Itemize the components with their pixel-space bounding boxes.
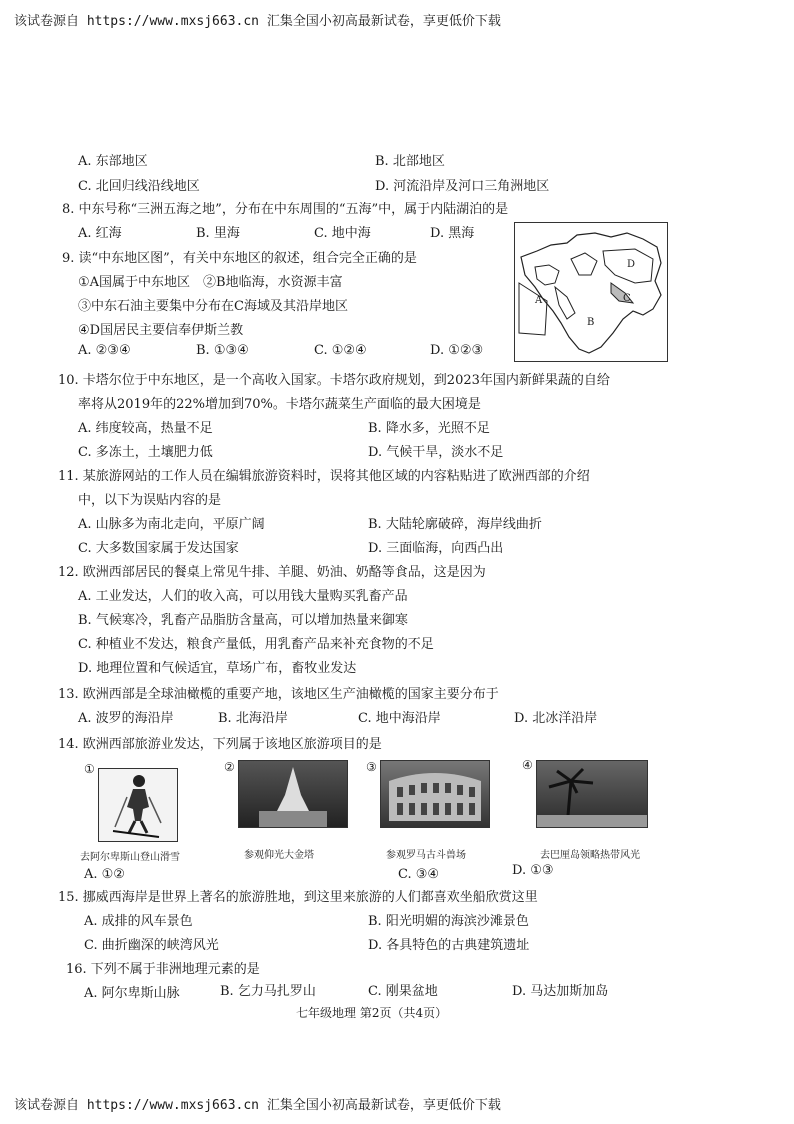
q10-stem-line-2: 率将从2019年的22%增加到70%。卡塔尔蔬菜生产面临的最大困境是 <box>78 397 481 412</box>
q16-stem: 16. 下列不属于非洲地理元素的是 <box>66 962 260 977</box>
q15-option-b: B. 阳光明媚的海滨沙滩景色 <box>368 914 529 929</box>
q10-option-d: D. 气候干旱，淡水不足 <box>368 445 504 460</box>
q8-option-c: C. 地中海 <box>314 226 371 241</box>
pagoda-drawing <box>239 761 347 827</box>
q11-stem-line-1: 11. 某旅游网站的工作人员在编辑旅游资料时，误将其他区域的内容粘贴进了欧洲西部的介绍 <box>58 469 590 484</box>
q16-option-d: D. 马达加斯加岛 <box>512 984 609 999</box>
q15-option-d: D. 各具特色的古典建筑遗址 <box>368 938 530 953</box>
q12-option-a: A. 工业发达，人们的收入高，可以用钱大量购买乳畜产品 <box>78 589 408 604</box>
q8-stem: 8. 中东号称“三洲五海之地”，分布在中东周围的“五海”中，属于内陆湖泊的是 <box>62 202 509 217</box>
middle-east-map-drawing <box>515 223 667 361</box>
q9-option-d: D. ①②③ <box>430 343 484 358</box>
q14-photo-3-number: ③ <box>366 760 377 774</box>
q9-option-c: C. ①②④ <box>314 343 367 358</box>
map-label-a: A <box>535 295 543 306</box>
q16-option-b: B. 乞力马扎罗山 <box>220 984 316 999</box>
map-label-b: B <box>587 317 595 328</box>
q13-stem: 13. 欧洲西部是全球油橄榄的重要产地，该地区生产油橄榄的国家主要分布于 <box>58 687 499 702</box>
q14-option-a: A. ①② <box>84 867 125 882</box>
q9-statement-3: ③中东石油主要集中分布在C海域及其沿岸地区 <box>78 299 348 314</box>
q9-stem: 9. 读“中东地区图”，有关中东地区的叙述，组合完全正确的是 <box>62 251 417 266</box>
q10-option-c: C. 多冻土，土壤肥力低 <box>78 445 213 460</box>
q14-stem: 14. 欧洲西部旅游业发达，下列属于该地区旅游项目的是 <box>58 737 382 752</box>
q9-option-b: B. ①③④ <box>196 343 249 358</box>
q10-option-a: A. 纬度较高，热量不足 <box>78 421 213 436</box>
q12-option-d: D. 地理位置和气候适宜，草场广布，畜牧业发达 <box>78 661 357 676</box>
q11-option-d: D. 三面临海，向西凸出 <box>368 541 504 556</box>
q9-statement-1-2: ①A国属于中东地区 ②B地临海，水资源丰富 <box>78 275 343 290</box>
map-label-c: C <box>623 293 631 304</box>
q7-option-c: C. 北回归线沿线地区 <box>78 179 200 194</box>
q11-option-b: B. 大陆轮廓破碎，海岸线曲折 <box>368 517 542 532</box>
q14-photo-2-number: ② <box>224 760 235 774</box>
q15-option-c: C. 曲折幽深的峡湾风光 <box>84 938 219 953</box>
q11-option-c: C. 大多数国家属于发达国家 <box>78 541 239 556</box>
colosseum-photo <box>380 760 490 828</box>
q14-option-d: D. ①③ <box>512 863 554 878</box>
q8-option-a: A. 红海 <box>78 226 122 241</box>
q14-caption-3: 参观罗马古斗兽场 <box>386 850 466 861</box>
q14-caption-1: 去阿尔卑斯山登山滑雪 <box>80 852 180 863</box>
q7-option-d: D. 河流沿岸及河口三角洲地区 <box>375 179 550 194</box>
colosseum-drawing <box>381 761 489 827</box>
skier-drawing <box>99 769 177 841</box>
map-label-d: D <box>627 259 636 270</box>
q15-option-a: A. 成排的风车景色 <box>84 914 193 929</box>
palm-tree-drawing <box>537 761 647 827</box>
q15-stem: 15. 挪威西海岸是世界上著名的旅游胜地，到这里来旅游的人们都喜欢坐船欣赏这里 <box>58 890 538 905</box>
q16-option-c: C. 刚果盆地 <box>368 984 438 999</box>
q8-option-d: D. 黑海 <box>430 226 475 241</box>
golden-pagoda-photo <box>238 760 348 828</box>
middle-east-map <box>514 222 668 362</box>
q13-option-a: A. 波罗的海沿岸 <box>78 711 174 726</box>
q12-option-c: C. 种植业不发达，粮食产量低，用乳畜产品来补充食物的不足 <box>78 637 434 652</box>
q9-option-a: A. ②③④ <box>78 343 131 358</box>
q12-option-b: B. 气候寒冷，乳畜产品脂肪含量高，可以增加热量来御寒 <box>78 613 408 628</box>
q10-stem-line-1: 10. 卡塔尔位于中东地区，是一个高收入国家。卡塔尔政府规划，到2023年国内新鲜果蔬的自给 <box>58 373 610 388</box>
q14-option-c: C. ③④ <box>398 867 440 882</box>
q14-caption-2: 参观仰光大金塔 <box>244 850 314 861</box>
page-number-label: 七年级地理 第2页（共4页） <box>296 1006 448 1020</box>
q10-option-b: B. 降水多，光照不足 <box>368 421 490 436</box>
q16-option-a: A. 阿尔卑斯山脉 <box>84 986 180 1001</box>
bali-tropical-photo <box>536 760 648 828</box>
q8-option-b: B. 里海 <box>196 226 240 241</box>
q14-caption-4: 去巴厘岛领略热带风光 <box>540 850 640 861</box>
q11-stem-line-2: 中，以下为误贴内容的是 <box>78 493 222 508</box>
q7-option-b: B. 北部地区 <box>375 154 445 169</box>
page-footer: 该试卷源自 https://www.mxsj663.cn 汇集全国小初高最新试卷，享更低价下载 <box>14 1098 501 1113</box>
skiing-photo <box>98 768 178 842</box>
q13-option-d: D. 北冰洋沿岸 <box>514 711 598 726</box>
q7-option-a: A. 东部地区 <box>78 154 148 169</box>
page-header: 该试卷源自 https://www.mxsj663.cn 汇集全国小初高最新试卷，享更低价下载 <box>14 14 501 29</box>
q9-statement-4: ④D国居民主要信奉伊斯兰教 <box>78 323 244 338</box>
q14-photo-1-number: ① <box>84 762 95 776</box>
q13-option-b: B. 北海沿岸 <box>218 711 288 726</box>
q11-option-a: A. 山脉多为南北走向，平原广阔 <box>78 517 265 532</box>
q12-stem: 12. 欧洲西部居民的餐桌上常见牛排、羊腿、奶油、奶酪等食品，这是因为 <box>58 565 486 580</box>
q13-option-c: C. 地中海沿岸 <box>358 711 441 726</box>
q14-photo-4-number: ④ <box>522 758 533 772</box>
